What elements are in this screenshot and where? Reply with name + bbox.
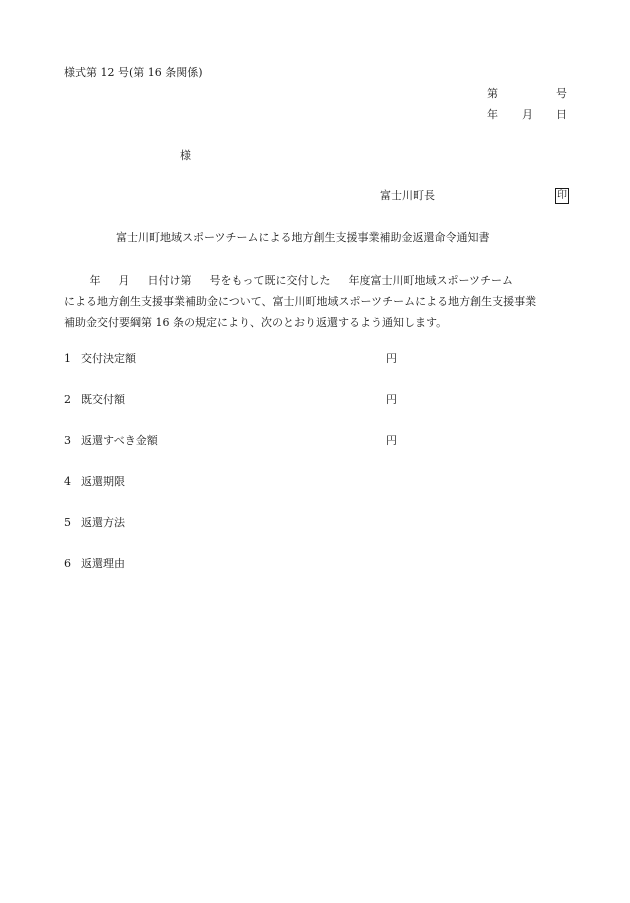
item-number: 3 [64, 434, 71, 447]
item-label: 既交付額 [81, 393, 125, 406]
seal-stamp: 印 [555, 188, 569, 204]
body-line: 年 月 日付け第 号をもって既に交付した 年度富士川町地域スポーツチーム [64, 274, 514, 287]
list-item-5 [64, 516, 125, 530]
list-item-4 [64, 475, 125, 489]
list-item-3 [64, 434, 158, 448]
item-number: 4 [64, 475, 71, 488]
addressee: 様 [180, 149, 191, 162]
item-label: 交付決定額 [81, 352, 136, 365]
document-number-suffix: 号 [556, 87, 567, 100]
document-number-prefix: 第 [487, 87, 498, 100]
body-text [64, 270, 568, 333]
list-item-2 [64, 393, 125, 407]
list-item-6 [64, 557, 125, 571]
item-unit: 円 [386, 434, 397, 447]
form-number: 様式第 12 号(第 16 条関係) [64, 66, 203, 79]
date-day: 日 [556, 108, 567, 121]
body-line: 補助金交付要綱第 16 条の規定により、次のとおり返還するよう通知します。 [64, 316, 448, 329]
list-item-1 [64, 352, 136, 366]
item-unit: 円 [386, 352, 397, 365]
item-label: 返還方法 [81, 516, 125, 529]
item-number: 2 [64, 393, 71, 406]
item-label: 返還期限 [81, 475, 125, 488]
item-unit: 円 [386, 393, 397, 406]
item-label: 返還理由 [81, 557, 125, 570]
item-label: 返還すべき金額 [81, 434, 158, 447]
date-year: 年 [487, 108, 498, 121]
body-line: による地方創生支援事業補助金について、富士川町地域スポーツチームによる地方創生支援事業 [64, 295, 537, 308]
date-month: 月 [522, 108, 533, 121]
item-number: 6 [64, 557, 71, 570]
sender-title: 富士川町長 [380, 189, 435, 202]
item-number: 1 [64, 352, 71, 365]
document-title: 富士川町地域スポーツチームによる地方創生支援事業補助金返還命令通知書 [116, 231, 490, 244]
item-number: 5 [64, 516, 71, 529]
